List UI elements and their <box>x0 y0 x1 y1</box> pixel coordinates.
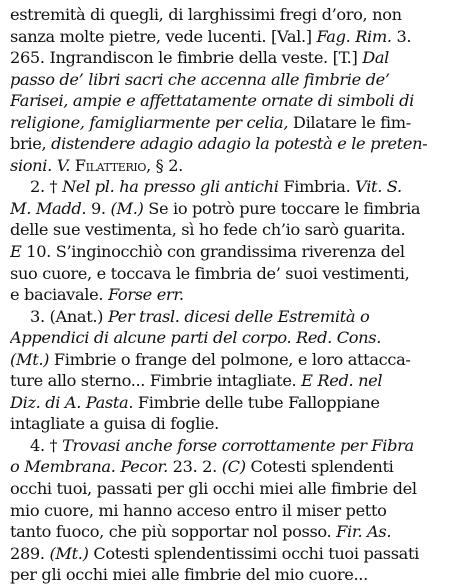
italic-text: V. <box>56 155 70 175</box>
italic-text: (Mt.) <box>49 543 89 563</box>
text-line <box>10 370 469 392</box>
text-segment: sanza molte pietre, vede lucenti. [Val.] <box>10 26 317 46</box>
italic-text: religione, famigliarmente per celia, <box>10 112 289 132</box>
text-line <box>10 155 469 177</box>
text-line <box>10 564 469 586</box>
text-line <box>10 284 469 306</box>
text-segment: ture allo sterno... Fimbrie intagliate. <box>10 371 302 391</box>
text-line <box>10 219 469 241</box>
text-line <box>10 306 469 328</box>
italic-text: E Red. nel <box>301 371 383 391</box>
text-segment: , § 2. <box>146 155 183 175</box>
text-segment: 10. S’inginocchiò con grandissima riverenza del <box>21 242 405 262</box>
italic-text: M. Madd. <box>10 198 87 218</box>
text-line <box>10 500 469 522</box>
text-line <box>10 478 469 500</box>
italic-text: (M.) <box>110 198 144 218</box>
italic-text: Nel pl. ha presso gli antichi <box>62 177 279 197</box>
text-line <box>10 435 469 457</box>
text-line <box>10 349 469 371</box>
italic-text: Diz. di A. Pasta. <box>10 392 134 412</box>
text-line <box>10 69 469 91</box>
text-line <box>10 456 469 478</box>
italic-text: Trovasi anche forse corrottamente per Fibra <box>62 435 414 455</box>
italic-text: Per trasl. dicesi delle Estremità o <box>107 306 370 326</box>
text-segment: Cotesti splendentissimi occhi tuoi passati <box>88 543 419 563</box>
text-segment: e baciavale. <box>10 285 108 305</box>
text-line <box>10 4 469 26</box>
italic-text: (Mt.) <box>10 349 50 369</box>
italic-text: Appendici di alcune parti del corpo. Red. Cons. <box>10 328 381 348</box>
text-line <box>10 198 469 220</box>
italic-text: Fir. As. <box>336 522 392 542</box>
italic-text: o Membrana. Pecor. <box>10 457 168 477</box>
text-segment: occhi tuoi, passati per gli occhi miei alle fimbrie del <box>10 479 417 499</box>
text-line <box>10 413 469 435</box>
text-line <box>10 543 469 565</box>
italic-text: (C) <box>221 457 246 477</box>
text-segment: Fimbrie delle tube Falloppiane <box>133 392 380 412</box>
italic-text: Dal <box>362 48 389 68</box>
text-segment: per gli occhi miei alle fimbrie del mio cuore... <box>10 565 368 585</box>
text-line <box>10 263 469 285</box>
text-line <box>10 241 469 263</box>
text-segment: Fimbrie o frange del polmone, e loro attacca- <box>49 349 411 369</box>
text-line <box>10 90 469 112</box>
italic-text: E <box>10 242 22 262</box>
text-segment: estremità di quegli, di larghissimi fregi d’oro, non <box>10 5 402 24</box>
text-line <box>10 392 469 414</box>
text-segment: 289. <box>10 543 50 563</box>
text-segment: 265. Ingrandiscon le fimbrie della veste. [T.] <box>10 48 363 68</box>
text-segment: mio cuore, mi hanno acceso entro il miser petto <box>10 500 387 520</box>
text-segment: 23. 2. <box>167 457 222 477</box>
italic-text: Forse err. <box>107 285 184 305</box>
italic-text: distendere adagio adagio la potestà e le preten- <box>51 134 428 154</box>
text-segment: 4. † <box>30 435 63 455</box>
text-line <box>10 327 469 349</box>
text-segment: brie, <box>10 134 52 154</box>
text-segment: suo cuore, e toccava le fimbria de’ suoi vestimenti, <box>10 263 410 283</box>
text-segment: 3. <box>391 26 412 46</box>
text-line <box>10 47 469 69</box>
text-segment: Fimbria. <box>278 177 356 197</box>
text-line <box>10 26 469 48</box>
italic-text: Farisei, ampie e affettatamente ornate di simboli di <box>10 91 414 111</box>
text-line <box>10 112 469 134</box>
text-segment: 3. (Anat.) <box>30 306 108 326</box>
text-segment: Cotesti splendenti <box>245 457 394 477</box>
italic-text: Fag. Rim. <box>316 26 392 46</box>
text-segment: Se io potrò pure toccare le fimbria <box>143 198 421 218</box>
text-segment: intagliate a guisa di foglie. <box>10 414 219 434</box>
text-segment: Dilatare le fim- <box>288 112 411 132</box>
text-line <box>10 521 469 543</box>
text-segment: 2. † <box>30 177 63 197</box>
small-caps-text: Filatterio <box>74 155 147 175</box>
italic-text: sioni. <box>10 155 52 175</box>
italic-text: passo de’ libri sacri che accenna alle fimbrie de’ <box>10 69 390 89</box>
text-segment: delle sue vestimenta, sì ho fede ch’io sarò guarita. <box>10 220 406 240</box>
text-segment: tanto fuoco, che più sopportar nol posso. <box>10 522 337 542</box>
text-segment: 9. <box>86 198 111 218</box>
italic-text: Vit. S. <box>355 177 402 197</box>
text-line <box>10 176 469 198</box>
text-line <box>10 133 469 155</box>
